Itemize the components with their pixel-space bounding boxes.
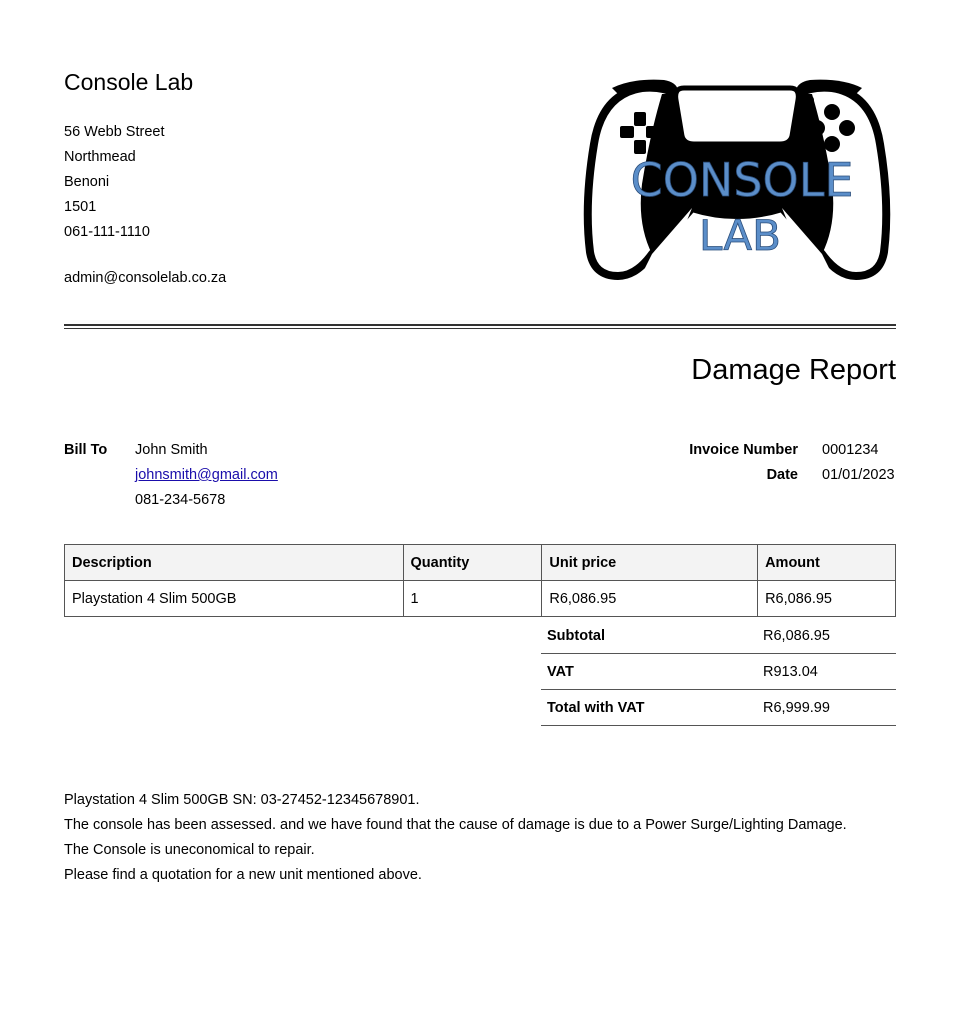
customer-phone: 081-234-5678 xyxy=(135,492,226,508)
logo-text-line1: CONSOLE xyxy=(630,153,854,207)
total-label: Total with VAT xyxy=(547,699,645,716)
vat-label: VAT xyxy=(547,663,574,680)
header-divider xyxy=(64,324,896,326)
subtotal-row xyxy=(541,618,896,654)
invoice-meta-labels xyxy=(689,438,798,488)
column-header-unit-price: Unit price xyxy=(542,545,758,581)
totals-block xyxy=(541,618,896,726)
invoice-date: 01/01/2023 xyxy=(822,467,895,483)
column-header-description: Description xyxy=(65,545,404,581)
address-line: 56 Webb Street xyxy=(64,124,165,140)
table-header-row xyxy=(65,545,896,581)
total-value: R6,999.99 xyxy=(763,699,830,716)
logo-text-line2: LAB xyxy=(699,211,781,260)
column-header-amount: Amount xyxy=(758,545,896,581)
bill-to-details xyxy=(135,438,278,513)
cell-unit-price: R6,086.95 xyxy=(542,581,758,617)
invoice-number: 0001234 xyxy=(822,442,879,458)
address-line: Northmead xyxy=(64,149,136,165)
cell-description: Playstation 4 Slim 500GB xyxy=(65,581,404,617)
address-line: 1501 xyxy=(64,199,97,215)
subtotal-value: R6,086.95 xyxy=(763,627,830,644)
cell-quantity: 1 xyxy=(403,581,542,617)
column-header-quantity: Quantity xyxy=(403,545,542,581)
console-lab-logo xyxy=(582,74,892,282)
note-line: Playstation 4 Slim 500GB SN: 03-27452-12345678901. xyxy=(64,792,420,808)
vat-row xyxy=(541,654,896,690)
company-email: admin@consolelab.co.za xyxy=(64,270,227,286)
date-label: Date xyxy=(766,467,798,483)
invoice-meta-values xyxy=(822,438,895,488)
note-line: The Console is uneconomical to repair. xyxy=(64,842,315,858)
items-table xyxy=(64,544,896,617)
document-title: Damage Report xyxy=(691,354,896,386)
address-line: Benoni xyxy=(64,174,110,190)
note-line: The console has been assessed. and we have found that the cause of damage is due to a Power Surge/Lighting Damage. xyxy=(64,817,847,833)
invoice-number-label: Invoice Number xyxy=(689,442,798,458)
vat-value: R913.04 xyxy=(763,663,818,680)
report-notes xyxy=(64,788,847,888)
company-phone: 061-111-1110 xyxy=(64,224,150,240)
note-line: Please find a quotation for a new unit mentioned above. xyxy=(64,867,422,883)
touchpad-icon xyxy=(676,88,799,144)
subtotal-label: Subtotal xyxy=(547,627,605,644)
total-row xyxy=(541,690,896,726)
customer-name: John Smith xyxy=(135,442,208,458)
table-row xyxy=(65,581,896,617)
bill-to-label: Bill To xyxy=(64,442,108,458)
header-divider-thin xyxy=(64,328,896,329)
company-name: Console Lab xyxy=(64,69,194,95)
company-address xyxy=(64,120,165,245)
cell-amount: R6,086.95 xyxy=(758,581,896,617)
customer-email-link[interactable]: johnsmith@gmail.com xyxy=(135,467,278,483)
